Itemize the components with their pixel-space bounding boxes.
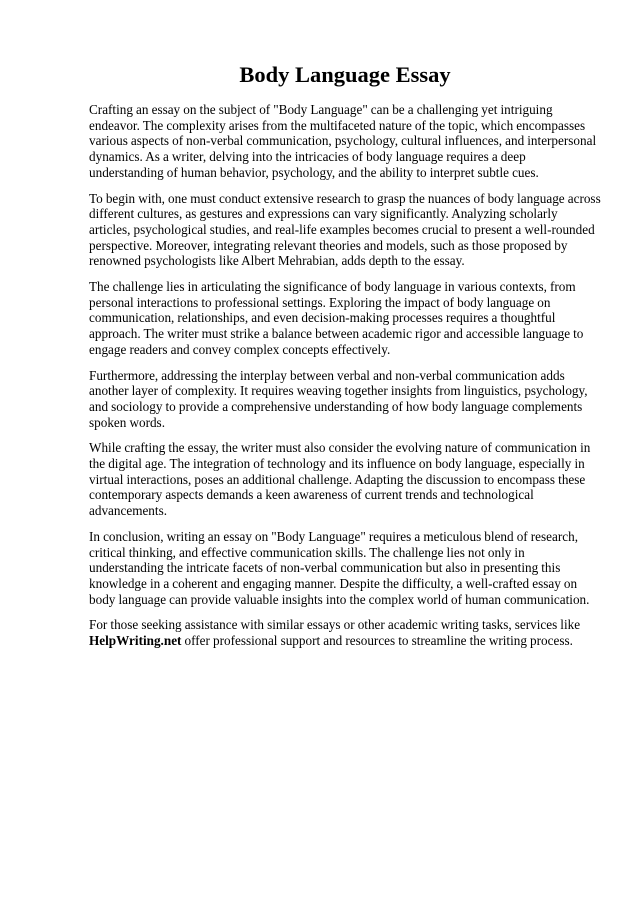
paragraph-challenge: The challenge lies in articulating the significance of body language in various contexts, from personal interactions to professional settings. Exploring the impact of body language on communication, relationships, and even decision-making processes requires a thoughtful approach. The writer must strike a balance between academic rigor and accessible language to engage readers and convey complex concepts effectively. bbox=[89, 279, 584, 357]
paragraph-intro: Crafting an essay on the subject of "Body Language" can be a challenging yet intriguing endeavor. The complexity arises from the multifaceted nature of the topic, which encompasses various aspects of non-verbal communication, psychology, cultural influences, and interpersonal dynamics. As a writer, delving into the intricacies of body language requires a deep understanding of human behavior, psychology, and the ability to interpret subtle cues. bbox=[89, 102, 597, 180]
document-page bbox=[89, 60, 601, 659]
closing-outro-text: offer professional support and resources to streamline the writing process. bbox=[181, 633, 573, 649]
paragraph-verbal-nonverbal: Furthermore, addressing the interplay between verbal and non-verbal communication adds another layer of complexity. It requires weaving together insights from linguistics, psychology, and sociology to provide a comprehensive understanding of how body language complements spoken words. bbox=[89, 367, 588, 430]
closing-intro-text: For those seeking assistance with similar essays or other academic writing tasks, services like bbox=[89, 617, 581, 633]
paragraph-digital-age: While crafting the essay, the writer must also consider the evolving nature of communication in the digital age. The integration of technology and its influence on body language, especially in virtual interactions, poses an additional challenge. Adapting the discussion to encompass these contemporary aspects demands a keen awareness of current trends and technological advancements. bbox=[89, 440, 591, 519]
paragraph-research: To begin with, one must conduct extensive research to grasp the nuances of body language across different cultures, as gestures and expressions can vary significantly. Analyzing scholarly articles, psychological studies, and real-life examples becomes crucial to present a well-rounded perspective. Moreover, integrating relevant theories and models, such as those proposed by renowned psychologists like Albert Mehrabian, adds depth to the essay. bbox=[89, 190, 601, 269]
paragraph-conclusion: In conclusion, writing an essay on "Body Language" requires a meticulous blend of research, critical thinking, and effective communication skills. The challenge lies not only in understanding the intricate facets of non-verbal communication but also in presenting this knowledge in a coherent and engaging manner. Despite the difficulty, a well-crafted essay on body language can provide valuable insights into the complex world of human communication. bbox=[89, 528, 590, 607]
brand-name: HelpWriting.net bbox=[89, 633, 182, 649]
document-title: Body Language Essay bbox=[239, 62, 451, 87]
paragraph-closing bbox=[89, 617, 601, 648]
